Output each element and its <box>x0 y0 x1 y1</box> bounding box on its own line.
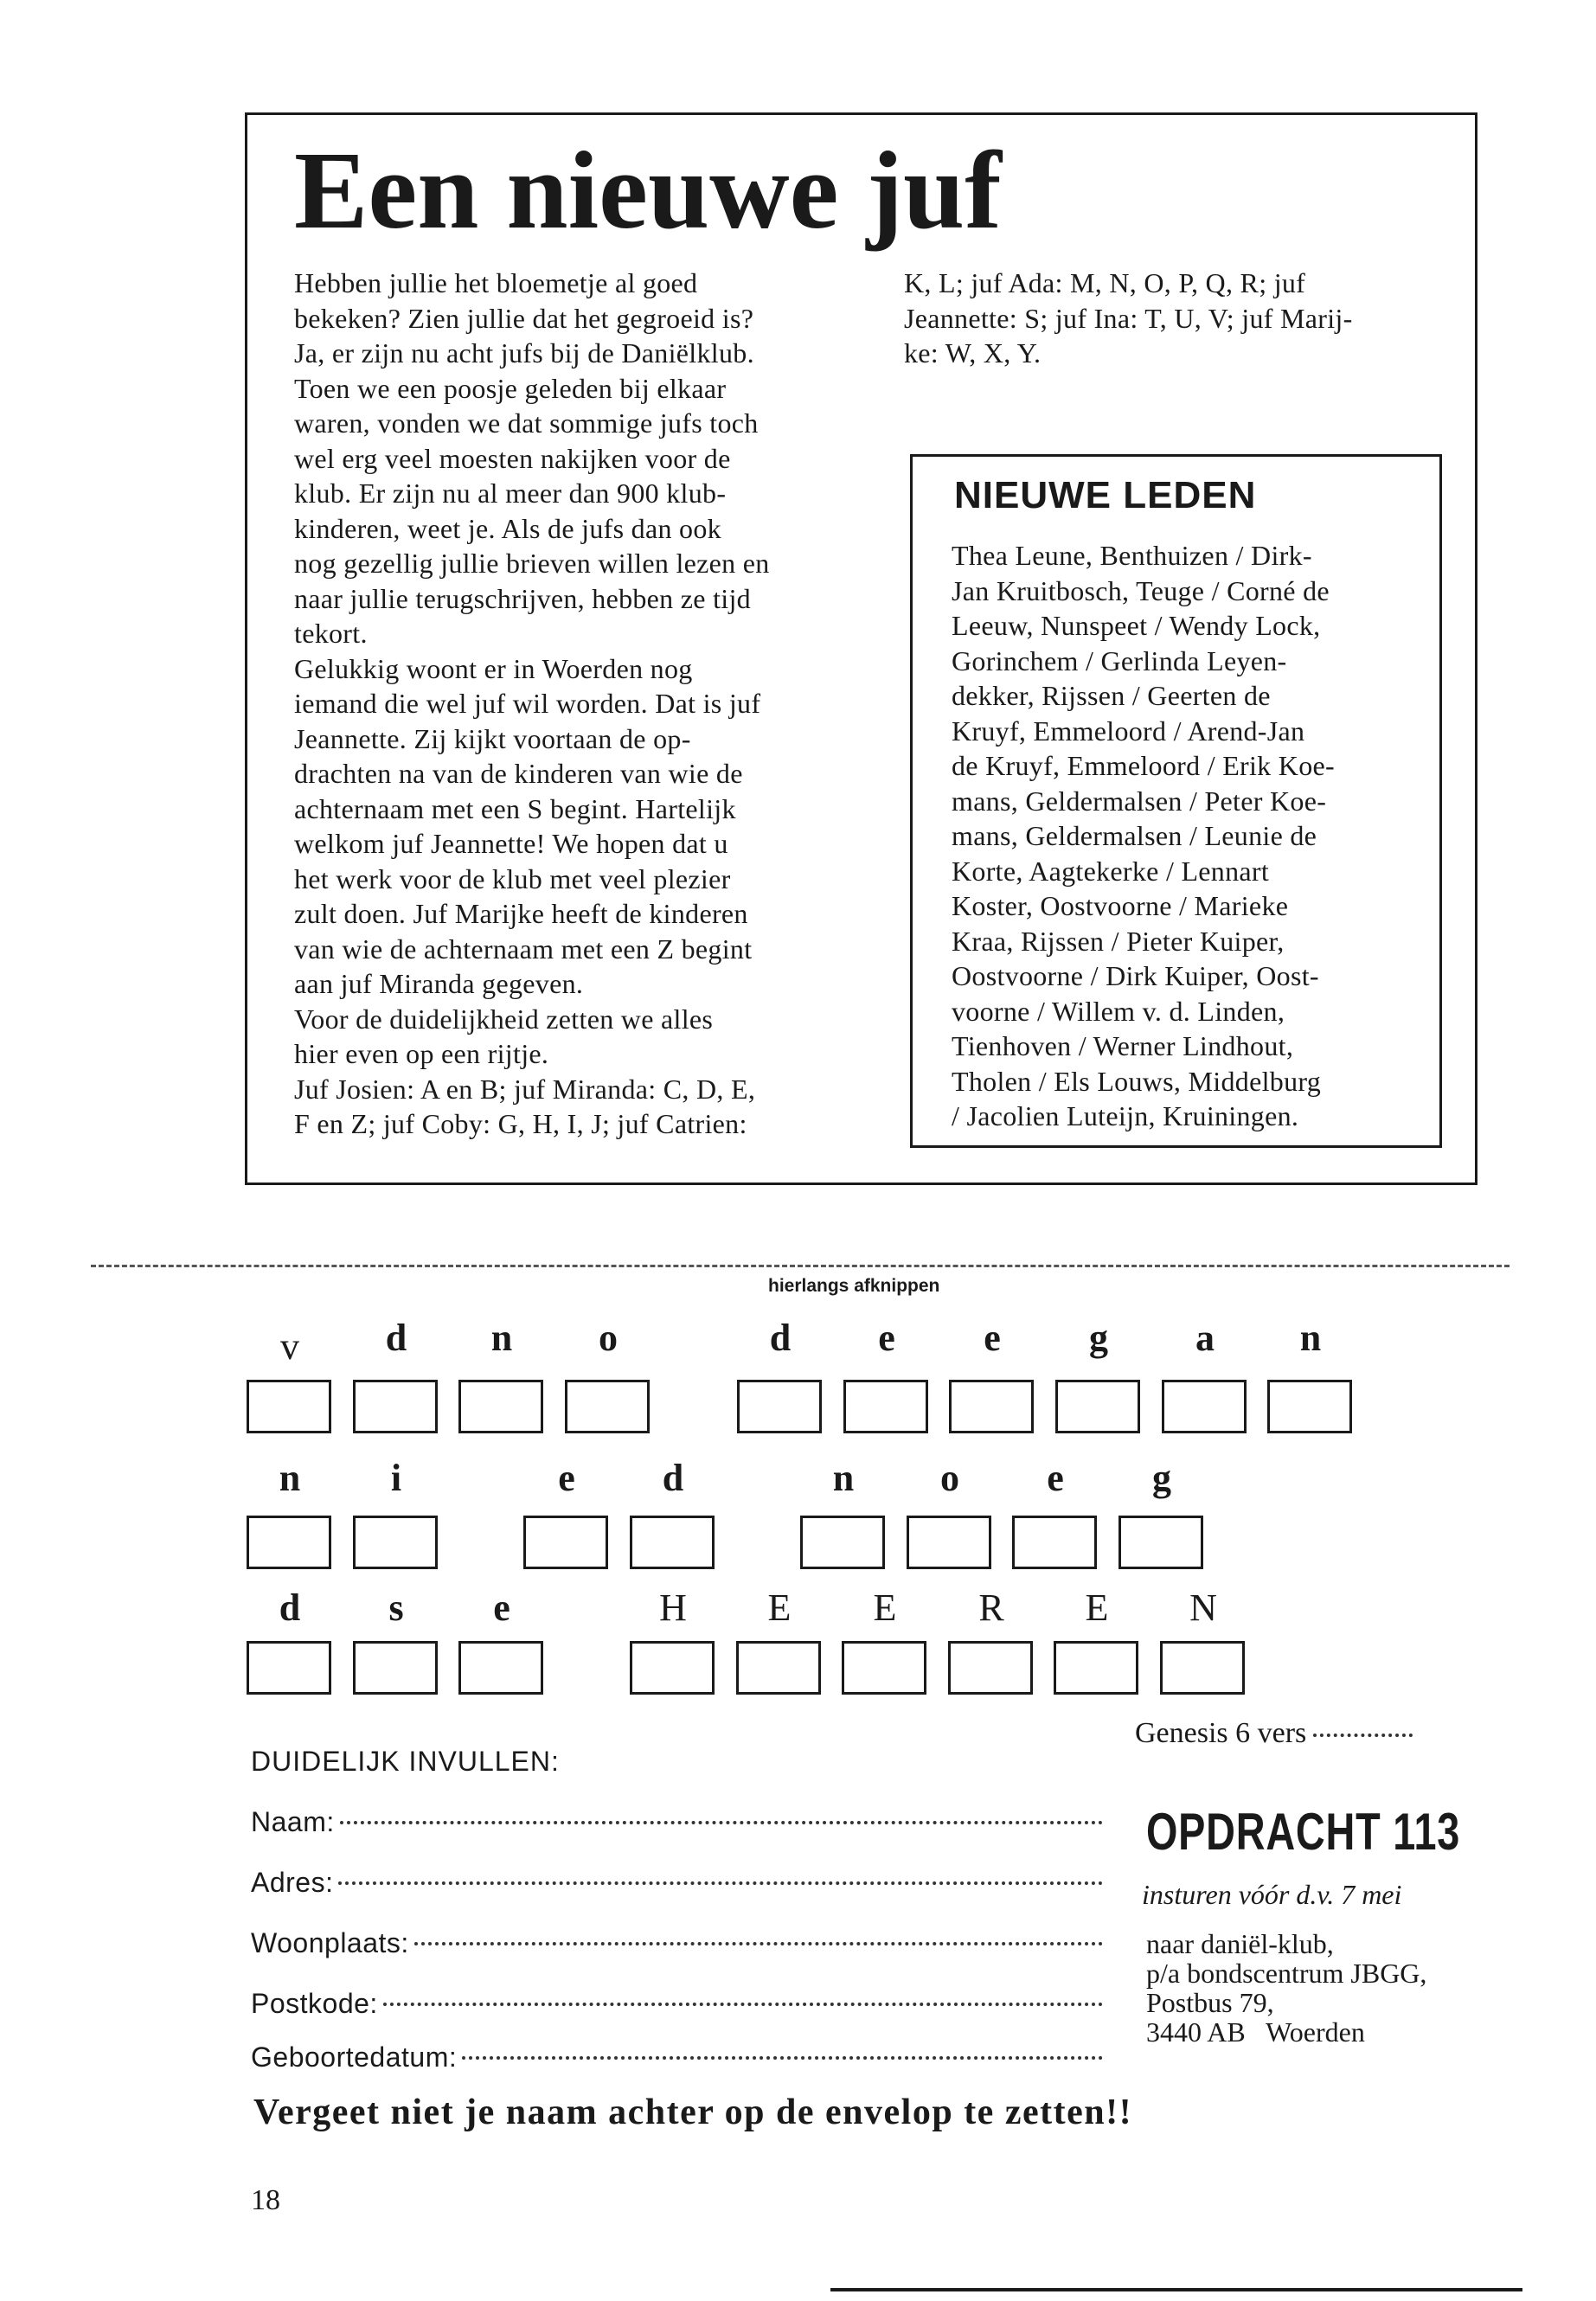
puzzle-letter: o <box>940 1457 959 1499</box>
cut-label: hierlangs afknippen <box>768 1276 940 1296</box>
answer-box[interactable] <box>843 1380 928 1433</box>
member-line: dekker, Rijssen / Geerten de <box>952 680 1271 711</box>
assignment-deadline: insturen vóór d.v. 7 mei <box>1142 1879 1402 1910</box>
address-line: p/a bondscentrum JBGG, <box>1146 1958 1427 1989</box>
field-label: Adres: <box>251 1867 334 1898</box>
puzzle-letter: H <box>659 1586 687 1629</box>
article-line: drachten na van de kinderen van wie de <box>294 758 743 789</box>
answer-box[interactable] <box>1160 1641 1245 1695</box>
birthdate-field[interactable] <box>251 2041 1103 2073</box>
article-line: wel erg veel moesten nakijken voor de <box>294 442 731 474</box>
envelope-reminder: Vergeet niet je naam achter op de envelop te zetten!! <box>253 2093 1133 2132</box>
puzzle-letter: E <box>873 1586 897 1629</box>
member-line: voorne / Willem v. d. Linden, <box>952 995 1285 1027</box>
member-line: Thea Leune, Benthuizen / Dirk- <box>952 540 1312 571</box>
address-field[interactable] <box>251 1867 1103 1899</box>
answer-box[interactable] <box>1162 1380 1247 1433</box>
puzzle-letter: E <box>1085 1586 1109 1629</box>
answer-box[interactable] <box>247 1516 331 1569</box>
answer-box[interactable] <box>842 1641 926 1695</box>
member-line: / Jacolien Luteijn, Kruiningen. <box>952 1100 1299 1131</box>
answer-box[interactable] <box>247 1641 331 1695</box>
puzzle-letter: g <box>1152 1457 1171 1499</box>
genesis-blank[interactable] <box>1313 1734 1413 1737</box>
article-line: achternaam met een S begint. Hartelijk <box>294 792 736 824</box>
puzzle-letter: n <box>832 1457 855 1499</box>
article-line: Juf Josien: A en B; juf Miranda: C, D, E, <box>294 1073 756 1105</box>
answer-box[interactable] <box>1118 1516 1203 1569</box>
article-line: Jeannette. Zij kijkt voortaan de op- <box>294 722 691 754</box>
cut-line <box>91 1265 1509 1267</box>
puzzle-letter: e <box>493 1586 510 1629</box>
member-line: mans, Geldermalsen / Leunie de <box>952 820 1317 851</box>
member-line: de Kruyf, Emmeloord / Erik Koe- <box>952 750 1335 781</box>
article-line: nog gezellig jullie brieven willen lezen en <box>294 548 770 579</box>
field-label: Naam: <box>251 1806 335 1837</box>
field-dotted-line[interactable] <box>414 1942 1103 1945</box>
puzzle-letter: d <box>662 1457 684 1499</box>
member-line: Tienhoven / Werner Lindhout, <box>952 1030 1294 1061</box>
puzzle-letter: e <box>878 1317 895 1359</box>
answer-box[interactable] <box>630 1641 715 1695</box>
answer-box[interactable] <box>736 1641 821 1695</box>
article-line: aan juf Miranda gegeven. <box>294 968 584 999</box>
article-title: Een nieuwe juf <box>294 129 1002 252</box>
address-line: Postbus 79, <box>1146 1987 1274 2018</box>
article-line: K, L; juf Ada: M, N, O, P, Q, R; juf <box>904 267 1306 298</box>
genesis-field[interactable] <box>1135 1717 1413 1750</box>
puzzle-letter: d <box>279 1586 301 1629</box>
puzzle-letter: N <box>1189 1586 1217 1629</box>
article-line: klub. Er zijn nu al meer dan 900 klub- <box>294 478 727 509</box>
article-line: Gelukkig woont er in Woerden nog <box>294 652 693 684</box>
puzzle-letter: v <box>280 1325 299 1368</box>
member-line: Leeuw, Nunspeet / Wendy Lock, <box>952 610 1321 641</box>
puzzle-letter: n <box>1299 1317 1322 1359</box>
article-line: kinderen, weet je. Als de jufs dan ook <box>294 512 721 544</box>
field-dotted-line[interactable] <box>340 1821 1103 1824</box>
field-label: Geboortedatum: <box>251 2041 458 2073</box>
postcode-field[interactable] <box>251 1988 1103 2020</box>
puzzle-letter: e <box>984 1317 1001 1359</box>
article-line: hier even op een rijtje. <box>294 1038 549 1069</box>
puzzle-letter: a <box>1195 1317 1215 1359</box>
puzzle-letter: i <box>390 1457 402 1499</box>
puzzle-letter: d <box>385 1317 407 1359</box>
article-line: iemand die wel juf wil worden. Dat is juf <box>294 688 761 719</box>
answer-box[interactable] <box>458 1641 543 1695</box>
field-label: Woonplaats: <box>251 1927 409 1958</box>
puzzle-letter: e <box>558 1457 575 1499</box>
name-field[interactable] <box>251 1806 1103 1838</box>
answer-box[interactable] <box>565 1380 650 1433</box>
puzzle-letter: R <box>978 1586 1004 1629</box>
bottom-rule <box>830 2288 1522 2291</box>
new-members-list <box>952 538 1335 1134</box>
member-line: Gorinchem / Gerlinda Leyen- <box>952 644 1287 676</box>
new-members-title: NIEUWE LEDEN <box>954 474 1257 516</box>
article-line: waren, vonden we dat sommige jufs toch <box>294 407 759 439</box>
puzzle-letter: n <box>490 1317 513 1359</box>
answer-box[interactable] <box>353 1516 438 1569</box>
member-line: Koster, Oostvoorne / Marieke <box>952 890 1289 921</box>
article-line: Toen we een poosje geleden bij elkaar <box>294 372 727 404</box>
field-dotted-line[interactable] <box>383 2003 1103 2006</box>
answer-box[interactable] <box>1012 1516 1097 1569</box>
puzzle-letter: E <box>767 1586 792 1629</box>
article-line: welkom juf Jeannette! We hopen dat u <box>294 828 728 859</box>
answer-box[interactable] <box>949 1380 1034 1433</box>
puzzle-letter: d <box>769 1317 792 1359</box>
answer-box[interactable] <box>247 1380 331 1433</box>
member-line: Oostvoorne / Dirk Kuiper, Oost- <box>952 960 1319 991</box>
article-line: F en Z; juf Coby: G, H, I, J; juf Catrien: <box>294 1108 747 1139</box>
article-left-column <box>294 266 770 1142</box>
mailing-address <box>1146 1929 1426 2047</box>
puzzle-letter: e <box>1047 1457 1064 1499</box>
genesis-label: Genesis 6 vers <box>1135 1717 1307 1749</box>
article-line: Jeannette: S; juf Ina: T, U, V; juf Marij- <box>904 302 1353 334</box>
field-dotted-line[interactable] <box>338 1881 1103 1885</box>
article-line: Voor de duidelijkheid zetten we alles <box>294 1003 714 1035</box>
member-line: Kraa, Rijssen / Pieter Kuiper, <box>952 925 1285 957</box>
article-line: ke: W, X, Y. <box>904 337 1042 369</box>
answer-box[interactable] <box>1055 1380 1140 1433</box>
member-line: mans, Geldermalsen / Peter Koe- <box>952 785 1327 817</box>
article-line: naar jullie terugschrijven, hebben ze tijd <box>294 582 751 614</box>
member-line: Tholen / Els Louws, Middelburg <box>952 1065 1322 1097</box>
puzzle-letter: s <box>388 1586 404 1629</box>
answer-box[interactable] <box>948 1641 1033 1695</box>
answer-box[interactable] <box>1054 1641 1138 1695</box>
address-line: naar daniël-klub, <box>1146 1928 1334 1959</box>
answer-box[interactable] <box>630 1516 715 1569</box>
answer-box[interactable] <box>458 1380 543 1433</box>
field-dotted-line[interactable] <box>462 2056 1103 2060</box>
article-line: bekeken? Zien jullie dat het gegroeid is? <box>294 302 754 334</box>
answer-box[interactable] <box>907 1516 991 1569</box>
page-number: 18 <box>251 2184 280 2216</box>
assignment-title: OPDRACHT 113 <box>1146 1803 1461 1861</box>
answer-box[interactable] <box>800 1516 885 1569</box>
city-field[interactable] <box>251 1927 1103 1959</box>
field-label: Postkode: <box>251 1988 378 2019</box>
member-line: Jan Kruitbosch, Teuge / Corné de <box>952 574 1330 606</box>
article-line: Hebben jullie het bloemetje al goed <box>294 267 698 298</box>
answer-box[interactable] <box>1267 1380 1352 1433</box>
form-heading: DUIDELIJK INVULLEN: <box>251 1746 560 1777</box>
answer-box[interactable] <box>353 1641 438 1695</box>
puzzle-letter: n <box>279 1457 301 1499</box>
answer-box[interactable] <box>737 1380 822 1433</box>
address-line: 3440 AB Woerden <box>1146 2016 1365 2048</box>
article-line: Ja, er zijn nu acht jufs bij de Daniëlklub. <box>294 337 754 369</box>
article-line: het werk voor de klub met veel plezier <box>294 862 731 894</box>
answer-box[interactable] <box>353 1380 438 1433</box>
answer-box[interactable] <box>523 1516 608 1569</box>
article-line: tekort. <box>294 618 368 649</box>
member-line: Korte, Aagtekerke / Lennart <box>952 855 1270 887</box>
article-right-column <box>904 266 1353 371</box>
article-line: van wie de achternaam met een Z begint <box>294 933 753 965</box>
puzzle-letter: g <box>1089 1317 1108 1359</box>
puzzle-letter: o <box>599 1317 618 1359</box>
member-line: Kruyf, Emmeloord / Arend-Jan <box>952 715 1305 747</box>
article-line: zult doen. Juf Marijke heeft de kinderen <box>294 898 748 929</box>
